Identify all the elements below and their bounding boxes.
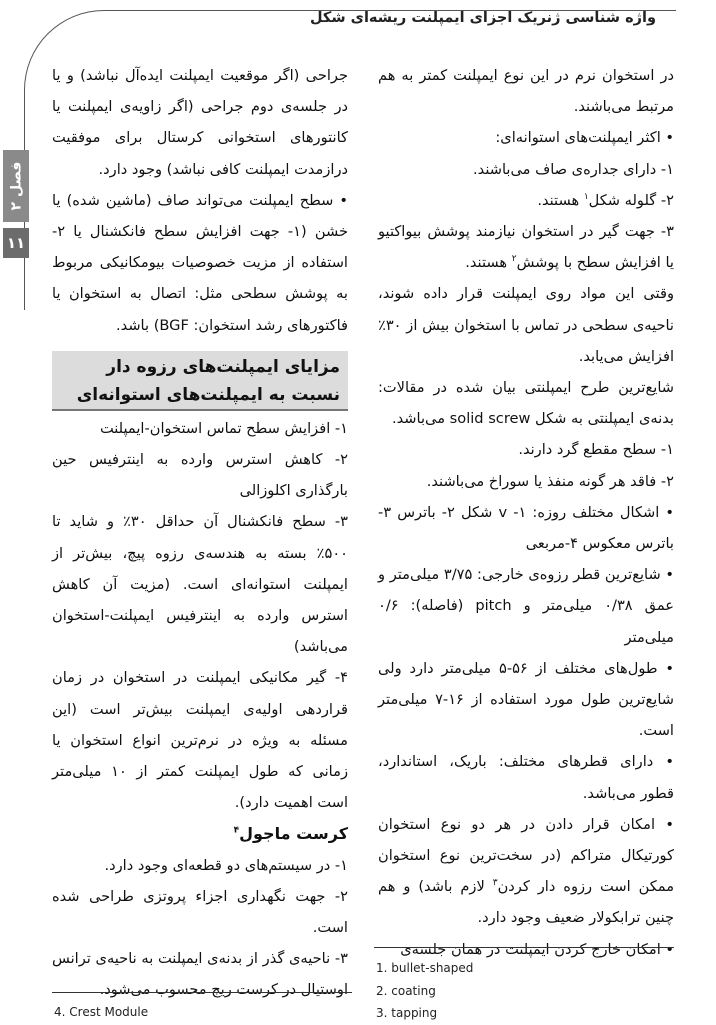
subheading-text: کرست ماجول [239, 824, 348, 844]
subheading [52, 818, 348, 849]
footnote-rule [374, 947, 674, 948]
bullet-item: • شایع‌ترین قطر رزوه‌ی خارجی: ۳/۷۵ میلی‌متر و عمق ۰/۳۸ میلی‌متر و pitch (فاصله): ۰/۶ میلی‌متر [378, 566, 674, 646]
bullet-item: • اشکال مختلف روزه: ۱- v شکل ۲- باترس ۳- باترس معکوس ۴-مربعی [378, 503, 675, 553]
list-item: ۱- در سیستم‌های دو قطعه‌ای وجود دارد. [104, 856, 348, 874]
bullet-item-text: • امکان قرار دادن در هر دو نوع استخوان کورتیکال متراکم (در سخت‌ترین نوع استخوان ممکن است رزوه دار کردن [378, 815, 675, 896]
list-item-tail: هستند. [537, 191, 580, 209]
right-column [378, 60, 674, 965]
bullet-item: • دارای قطرهای مختلف: باریک، استاندارد، قطور می‌باشد. [378, 753, 674, 802]
list-item: ۱- دارای جداره‌ی صاف می‌باشند. [473, 160, 674, 178]
bullet-item [378, 809, 674, 934]
chapter-tab [3, 150, 29, 222]
list-item: ۱- افزایش سطح تماس استخوان-ایمپلنت [99, 419, 348, 437]
section-heading: مزایای ایمپلنت‌های رزوه دار نسبت به ایمپلنت‌های استوانه‌ای [52, 351, 348, 411]
list-item [378, 185, 674, 216]
paragraph: وقتی این مواد روی ایمپلنت قرار داده شوند، ناحیه‌ی سطحی در تماس با استخوان بیش از ۳۰٪ افزایش می‌یابد. [378, 285, 674, 365]
list-item-tail: هستند. [465, 254, 508, 272]
paragraph: جراحی (اگر موقعیت ایمپلنت ایده‌آل نباشد) و یا در جلسه‌ی دوم جراحی (اگر زاویه‌ی ایمپلنت یا کانتورهای استخوانی کرستال برای موفقیت درازمدت ایمپلنت کافی نباشد) وجود دارد. [52, 67, 348, 178]
footnote: 2. coating [376, 983, 436, 998]
list-item: ۳- سطح فانکشنال آن حداقل ۳۰٪ و شاید تا ۵۰۰٪ بسته به هندسه‌ی رزوه پیچ، بیش‌تر از ایمپلنت استوانه‌ای است. (مزیت آن کاهش استرس وارده به اینترفیس ایمپلنت-استخوان می‌باشد) [52, 513, 348, 656]
paragraph: در استخوان نرم در این نوع ایمپلنت کمتر به هم مرتبط می‌باشند. [378, 67, 674, 116]
footnote-ref: ۲ [511, 254, 517, 265]
list-item-text: ۳- جهت گیر در استخوان نیازمند پوشش بیواکتیو یا افزایش سطح با پوشش [378, 223, 674, 272]
paragraph: شایع‌ترین طرح ایمپلنتی بیان شده در مقالات: بدنه‌ی ایمپلنتی به شکل solid screw می‌باشد. [378, 379, 674, 428]
left-column [52, 60, 348, 1006]
footnote-ref: ۴ [233, 826, 240, 837]
paragraph: • اکثر ایمپلنت‌های استوانه‌ای: [495, 129, 674, 147]
footnote: 4. Crest Module [54, 1005, 149, 1019]
page-number: ۱۱ [3, 228, 29, 258]
footnotes-right [376, 957, 473, 1025]
footnote-ref: ۱ [583, 191, 589, 202]
chapter-label: فصل ۲ [8, 161, 25, 211]
footnote-rule [52, 992, 352, 993]
list-item [378, 216, 674, 278]
list-item: ۱- سطح مقطع گرد دارند. [518, 441, 674, 459]
list-item: ۴- گیر مکانیکی ایمپلنت در استخوان در زمان قراردهی اولیه‌ی ایمپلنت بیش‌تر است (این مسئله به ویژه در نرم‌ترین انواع استخوان یا زمانی که طول ایمپلنت کمتر از ۱۰ میلی‌متر است اهمیت دارد). [52, 669, 348, 812]
list-item: ۲- کاهش استرس وارده به اینترفیس حین بارگذاری اکلوزالی [52, 451, 348, 500]
footnotes-left [54, 1001, 148, 1024]
list-item: ۲- فاقد هر گونه منفذ یا سوراخ می‌باشند. [426, 472, 674, 490]
bullet-item: • سطح ایمپلنت می‌تواند صاف (ماشین شده) یا خشن (۱- جهت افزایش سطح فانکشنال یا ۲- استفاده از مزیت خصوصیات بیومکانیکی مربوط به پوشش سطحی مثل: اتصال به استخوان یا فاکتورهای رشد استخوان: BGF) باشد. [52, 191, 348, 334]
list-item-text: ۲- گلوله شکل [588, 191, 674, 209]
bullet-item: • امکان خارج کردن ایمپلنت در همان جلسه‌ی [400, 940, 674, 958]
footnote-ref: ۳ [492, 878, 498, 889]
footnote: 3. tapping [376, 1006, 438, 1020]
list-item: ۲- جهت نگهداری اجزاء پروتزی طراحی شده است. [52, 887, 348, 937]
list-item: ۳- ناحیه‌ی گذر از بدنه‌ی ایمپلنت به ناحیه‌ی ترانس اوستیال در کرست ریج محسوب می‌شود. [52, 950, 348, 999]
running-title: واژه شناسی ژنریک اجزای ایمپلنت ریشه‌ای شکل [309, 10, 656, 26]
bullet-item-tail: لازم باشد) و هم چنین ترابکولار ضعیف وجود دارد. [378, 878, 674, 927]
bullet-item: • طول‌های مختلف از ۵۶-۵ میلی‌متر دارد ولی شایع‌ترین طول مورد استفاده از ۱۶-۷ میلی‌متر است. [378, 659, 675, 740]
footnote: 1. bullet-shaped [376, 961, 474, 975]
